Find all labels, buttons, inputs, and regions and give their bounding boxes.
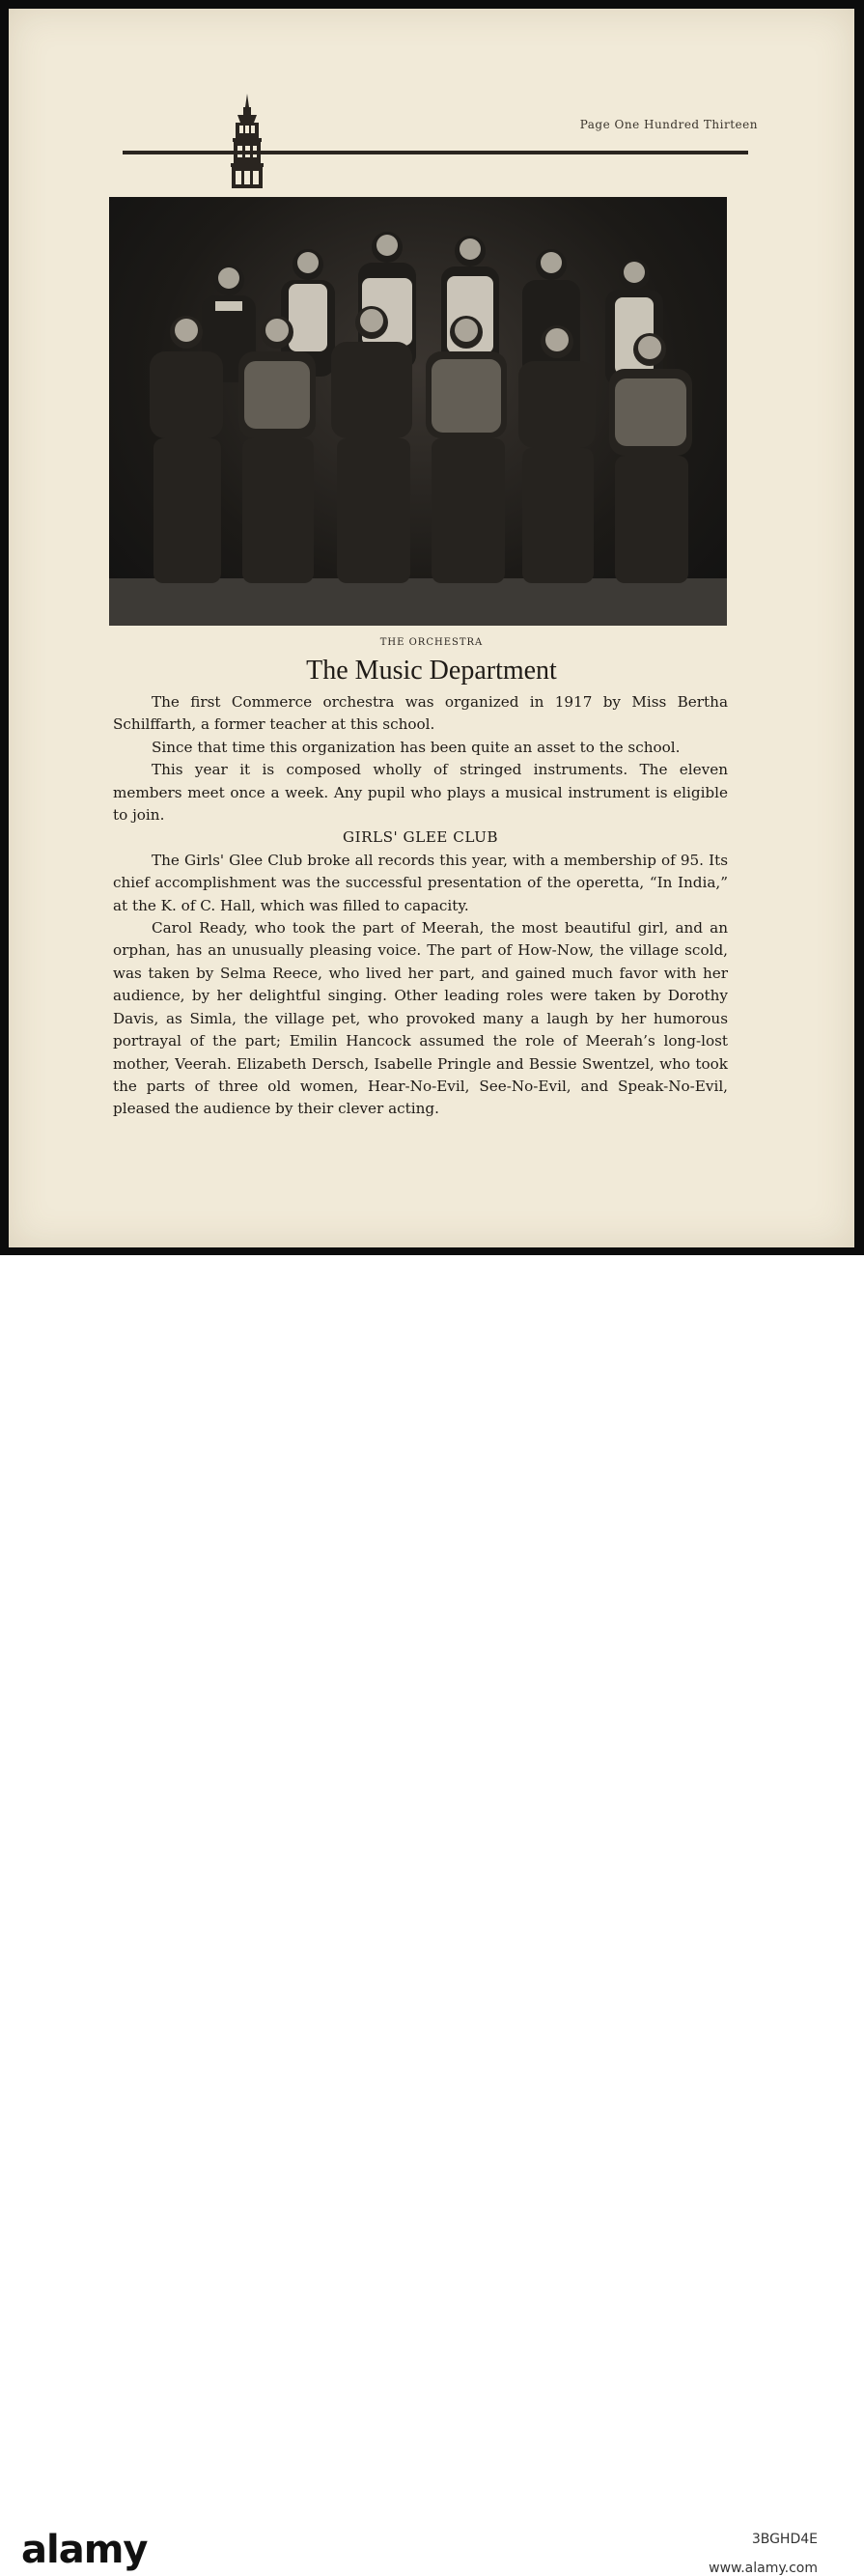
paragraph: This year it is composed wholly of stringed instruments. The eleven members meet once a week. Any pupil who plays a musical instrument is eligible to join. <box>113 761 728 825</box>
photo-caption: THE ORCHESTRA <box>379 637 484 648</box>
article-title: The Music Department <box>306 656 557 686</box>
paragraph: Carol Ready, who took the part of Meerah, the most beautiful girl, and an orphan, has an unusually pleasing voice. The part of How-Now, the village scold, was taken by Selma Reece, who lived her part, and gained much favor with her audience, by her delightful singing. Other leading roles were taken by Dorothy Davis, as Simla, the village pet, who provoked many a laugh by her humorous portrayal of the part; Emilin Hancock assumed the role of Meerah’s long-lost mother, Veerah. Elizabeth Dersch, Isabelle Pringle and Bessie Swentzel, who took the parts of three old women, Hear-No-Evil, See-No-Evil, and Speak-No-Evil, pleased the audience by their clever acting. <box>113 919 728 1118</box>
article-body <box>113 691 728 1121</box>
paragraph: The Girls' Glee Club broke all records this year, with a membership of 95. Its chief accomplishment was the successful presentation of the operetta, “In India,” at the K. of C. Hall, which was filled to capacity. <box>113 851 728 914</box>
site-url: www.alamy.com <box>709 2561 818 2576</box>
paragraph: Since that time this organization has been quite an asset to the school. <box>152 738 681 756</box>
page-number: Page One Hundred Thirteen <box>579 118 758 131</box>
watermark-band <box>0 1255 864 2576</box>
tower-emblem-icon <box>219 94 275 190</box>
header-rule <box>123 151 748 154</box>
orchestra-photo <box>109 197 727 626</box>
section-subheading: GIRLS' GLEE CLUB <box>342 828 499 847</box>
paragraph: The first Commerce orchestra was organized in 1917 by Miss Bertha Schilffarth, a former teacher at this school. <box>113 693 728 734</box>
yearbook-page <box>9 9 854 1247</box>
image-id: 3BGHD4E <box>751 2532 818 2547</box>
scan-frame <box>0 0 864 1255</box>
alamy-logo: alamy <box>21 2528 148 2572</box>
